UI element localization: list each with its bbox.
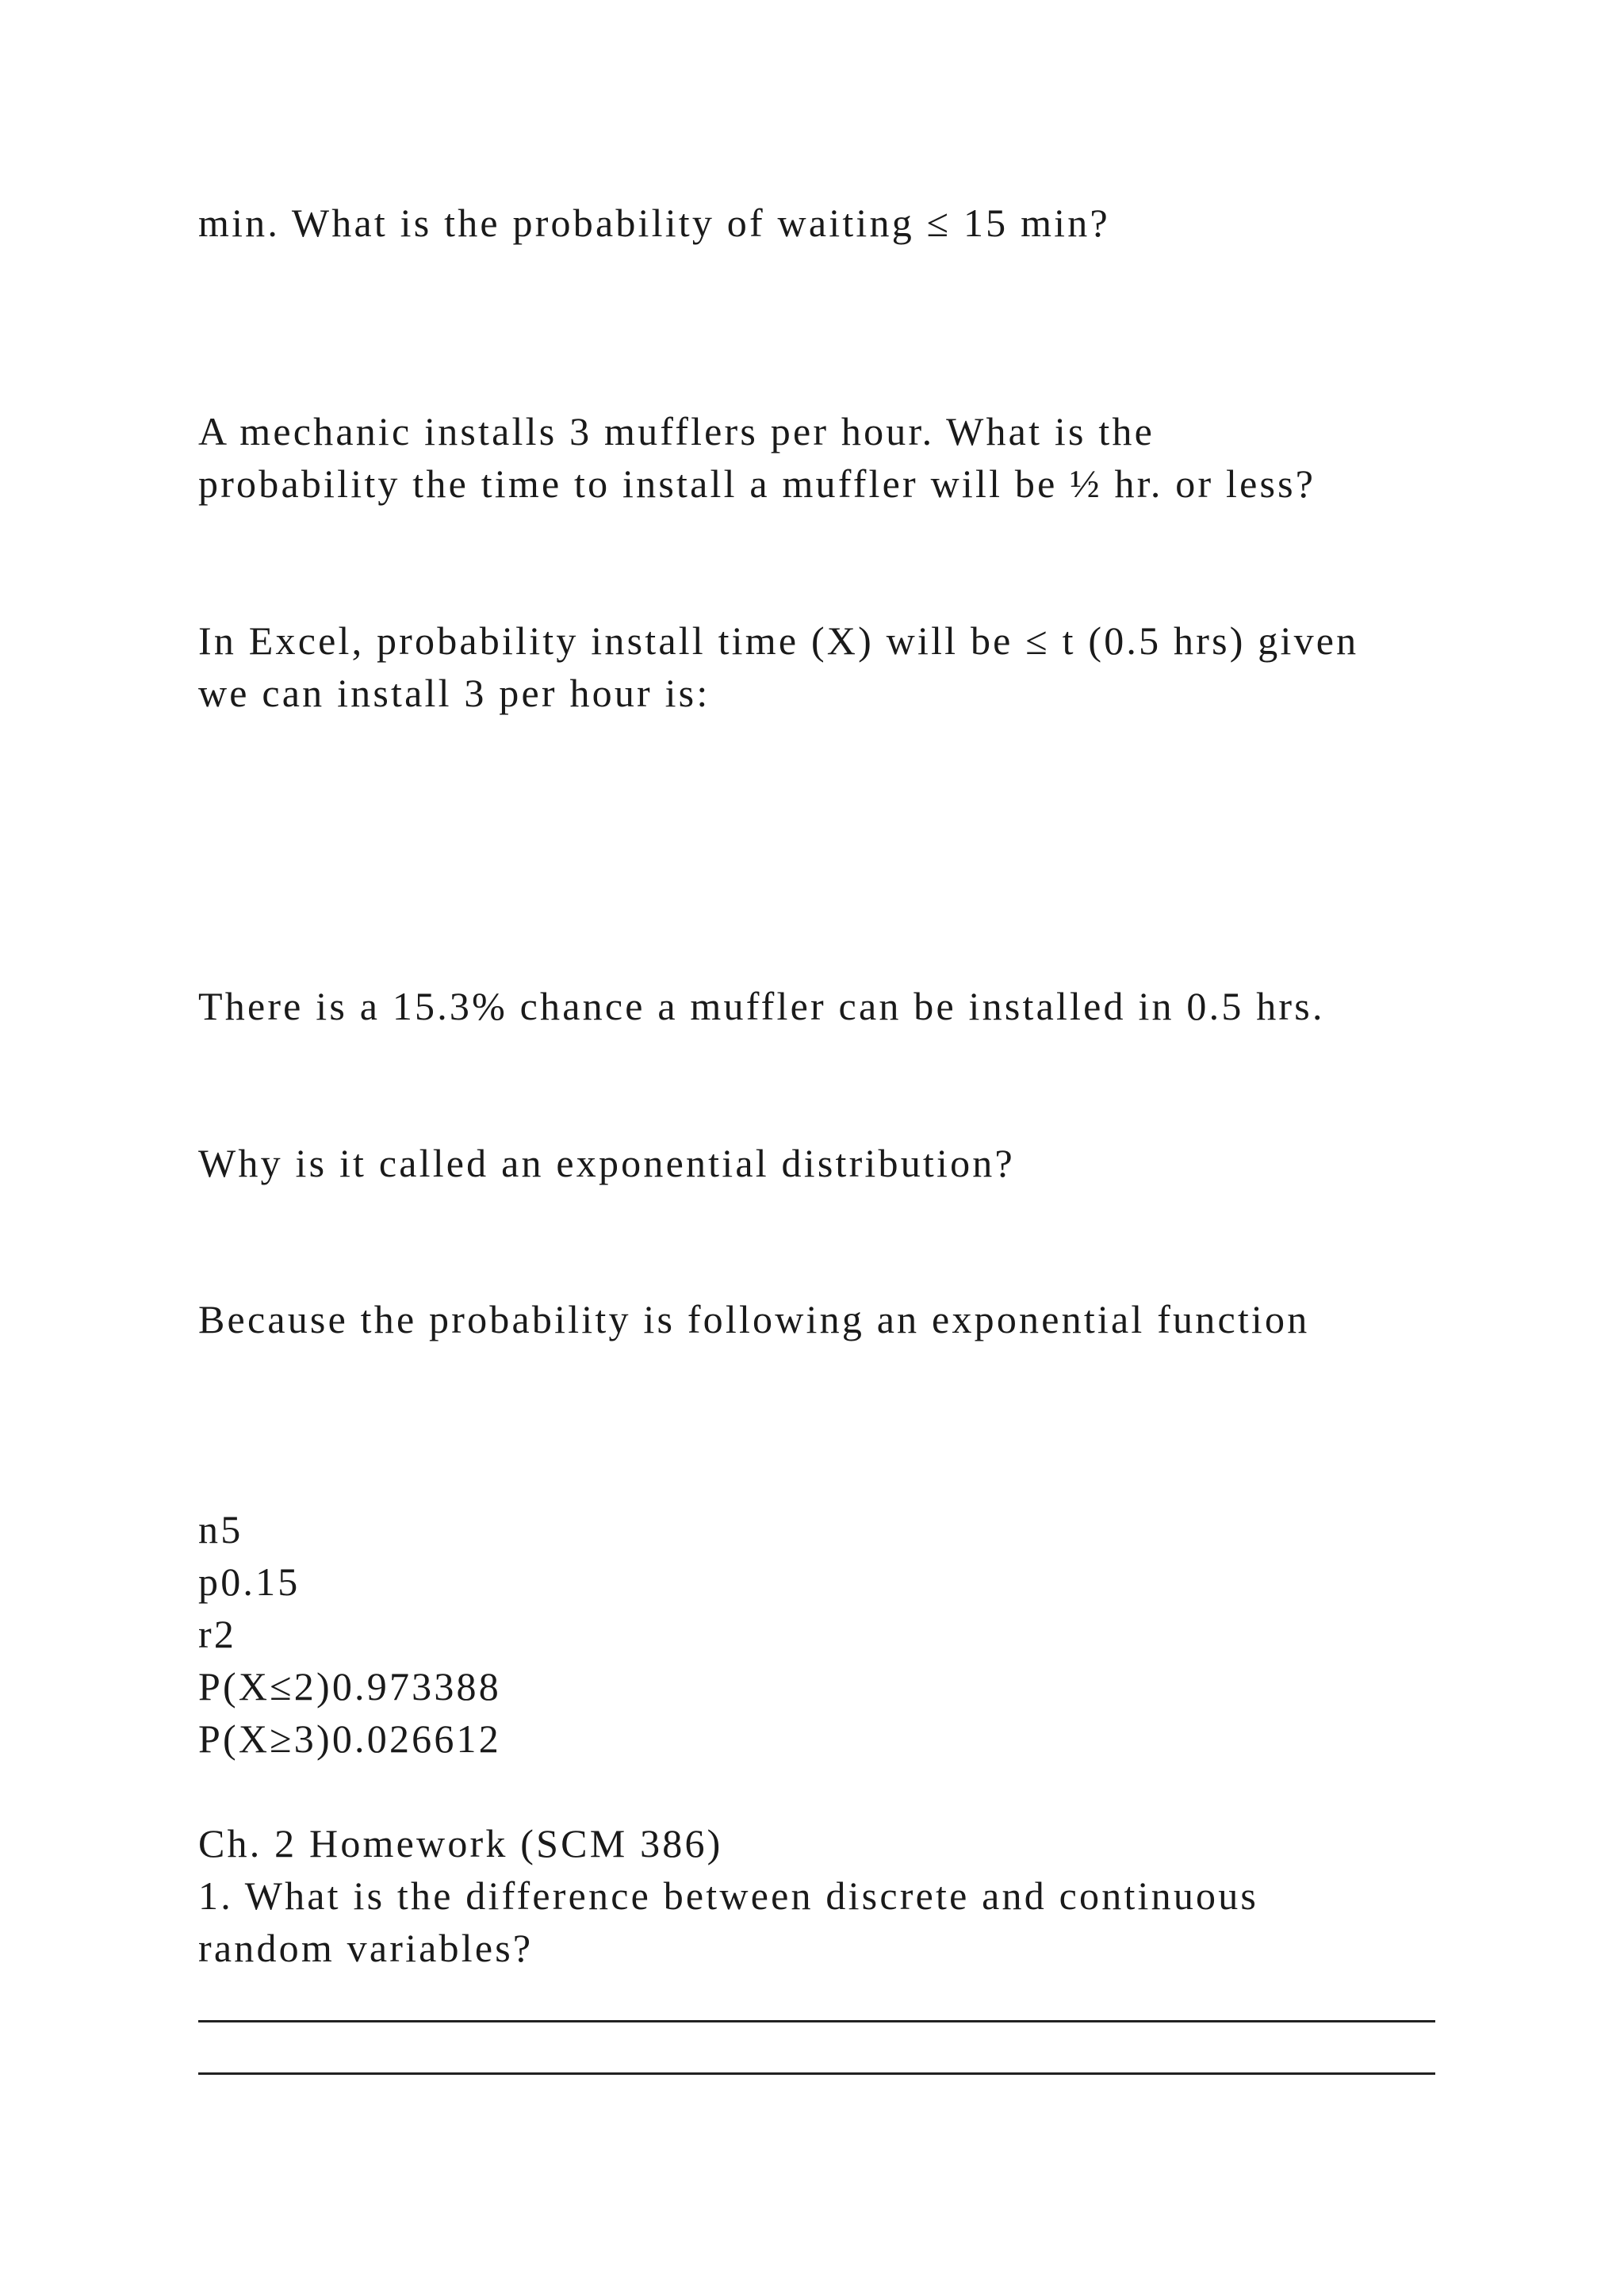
text-line: we can install 3 per hour is: [198,671,710,715]
text-line: There is a 15.3% chance a muffler can be installed in 0.5 hrs. [198,984,1325,1028]
text-line: min. What is the probability of waiting ≤ 15 min? [198,201,1110,245]
text-line: Why is it called an exponential distribution? [198,1141,1015,1185]
text-line: 1. What is the difference between discrete and continuous [198,1873,1259,1918]
text-line: P(X≥3)0.026612 [198,1716,501,1761]
answer-blank-line [198,2072,1435,2075]
text-line: In Excel, probability install time (X) will be ≤ t (0.5 hrs) given [198,618,1359,663]
text-line: random variables? [198,1926,534,1970]
text-line: n5 [198,1507,243,1552]
text-line: probability the time to install a muffler will be ½ hr. or less? [198,461,1316,506]
text-line: Ch. 2 Homework (SCM 386) [198,1821,723,1866]
text-line: p0.15 [198,1559,301,1604]
answer-blank-line [198,2020,1435,2022]
text-line: Because the probability is following an exponential function [198,1297,1310,1341]
text-line: r2 [198,1612,237,1656]
text-line: A mechanic installs 3 mufflers per hour. What is the [198,409,1155,453]
text-line: P(X≤2)0.973388 [198,1664,501,1709]
